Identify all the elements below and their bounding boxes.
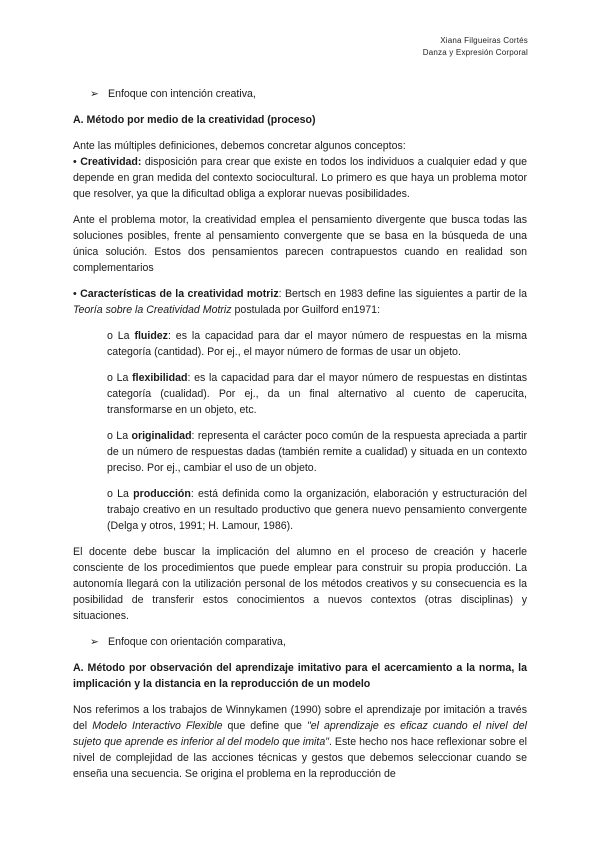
bullet-icon: •: [73, 156, 77, 168]
intro-paragraph: Ante las múltiples definiciones, debemos concretar algunos conceptos:: [73, 140, 406, 152]
originalidad-text: : representa el carácter poco común de la respuesta apreciada a partir de un número de respuestas dadas (también remite a cualidad) y situada en un contexto preciso. Por ej., cambiar el uso de un objeto.: [107, 430, 528, 474]
flexibilidad-item: [73, 370, 527, 418]
creatividad-text: disposición para crear que existe en todos los individuos a cualquier edad y que depende en gran medida del contexto sociocultural. Lo primero es que haya un problema motor que resolver, ya que la dificultad obliga a explorar nuevas posibilidades.: [73, 156, 527, 200]
arrow-bullet-icon: ➢: [90, 88, 99, 100]
bullet-icon: •: [73, 288, 77, 300]
teoria-title: Teoría sobre la Creatividad Motriz: [73, 304, 232, 316]
produccion-item: [73, 486, 527, 534]
page-header: [423, 35, 528, 59]
winnykamen-text: Nos referimos a los trabajos de Winnykamen (1990) sobre el aprendizaje por imitación a través del: [73, 704, 527, 732]
fluidez-text: : es la capacidad para dar el mayor número de respuestas en la misma categoría (cantidad). Por ej., el mayor número de formas de usar un objeto.: [107, 330, 528, 358]
produccion-label: producción: [133, 488, 191, 500]
originalidad-label: originalidad: [131, 430, 192, 442]
modelo-title: Modelo Interactivo Flexible: [92, 720, 223, 732]
enfoque-comparativa: [73, 634, 527, 650]
caracteristicas-text-end: postulada por Guilford en1971:: [231, 304, 381, 316]
arrow-bullet-icon: ➢: [90, 636, 99, 648]
problema-paragraph: Ante el problema motor, la creatividad emplea el pensamiento divergente que busca todas las soluciones posibles, frente al pensamiento convergente que se basa en la búsqueda de una única solución. Estos dos pensamientos parecen contrapuestos cuando en realidad son complementarios: [73, 214, 527, 274]
header-subject: Danza y Expresión Corporal: [422, 48, 528, 57]
heading-metodo-observacion: A. Método por observación del aprendizaje imitativo para el acercamiento a la norma, la implicación y la distancia en la reproducción de un modelo: [73, 662, 527, 690]
creatividad-definition: [73, 154, 527, 202]
docente-paragraph: El docente debe buscar la implicación del alumno en el proceso de creación y hacerle consciente de los procedimientos que puede emplear para construir su propia producción. La autonomía llegará con la utilización personal de los métodos creativos y su consecuencia es la posibilidad de transferir estos conocimientos a nuevos contextos (otras disciplinas) y situaciones.: [73, 546, 527, 622]
caracteristicas-text: : Bertsch en 1983 define las siguientes a partir de la: [278, 288, 527, 300]
produccion-text: : está definida como la organización, elaboración y estructuración del trabajo creativo en un resultado productivo que genera nuevo pensamiento convergente (Delga y otros, 1991; H. Lamour, 1986).: [107, 488, 527, 532]
fluidez-label: fluidez: [134, 330, 168, 342]
caracteristicas-paragraph: [73, 286, 527, 318]
enfoque-text: Enfoque con orientación comparativa,: [108, 636, 286, 648]
list-marker: o La: [107, 488, 134, 500]
winnykamen-text-2: que define que: [222, 720, 307, 732]
fluidez-item: [73, 328, 527, 360]
winnykamen-paragraph: [73, 702, 527, 782]
list-marker: o La: [107, 330, 135, 342]
originalidad-item: [73, 428, 527, 476]
creatividad-label: Creatividad:: [80, 156, 142, 168]
enfoque-text: Enfoque con intención creativa,: [108, 88, 256, 100]
enfoque-creativa: [73, 86, 527, 102]
list-marker: o La: [107, 430, 132, 442]
list-marker: o La: [107, 372, 133, 384]
flexibilidad-label: flexibilidad: [132, 372, 188, 384]
flexibilidad-text: : es la capacidad para dar el mayor número de respuestas en distintas categoría (cualidad). Por ej., da un final alternativo al cuento de caperucita, transformarse en un objeto, etc.: [107, 372, 528, 416]
heading-metodo-creatividad: A. Método por medio de la creatividad (proceso): [73, 114, 316, 126]
caracteristicas-label: Características de la creatividad motriz: [80, 288, 279, 300]
header-author: Xiana Filgueiras Cortés: [440, 36, 528, 45]
document-body: [73, 86, 527, 782]
winnykamen-quote: "el aprendizaje es eficaz cuando el nivel del sujeto que aprende es inferior al del modelo que imita": [73, 720, 527, 748]
winnykamen-text-3: . Este hecho nos hace reflexionar sobre el nivel de complejidad de las acciones técnicas y gestos que debemos seleccionar cuando se enseña una secuencia. Se origina el problema en la reproducción de: [73, 736, 528, 780]
